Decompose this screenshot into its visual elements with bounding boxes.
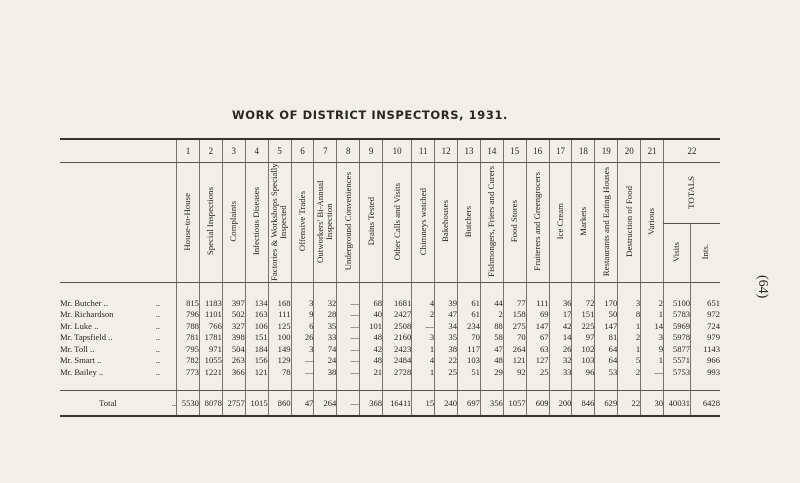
column-header: Fruiterers and Greengrocers <box>526 163 549 283</box>
column-header: Fishmongers, Friers and Curers <box>480 163 503 283</box>
table-cell: — <box>291 366 314 378</box>
table-cell: 502 <box>222 309 245 321</box>
table-cell: 156 <box>245 355 268 367</box>
table-cell: 2508 <box>383 320 412 332</box>
row-leader: .. <box>156 390 177 416</box>
table-cell: 2728 <box>383 366 412 378</box>
row-leader: .. <box>155 366 161 377</box>
total-cell: 22 <box>618 390 641 416</box>
table-cell: 50 <box>595 309 618 321</box>
total-cell: 368 <box>360 390 383 416</box>
table-cell: 77 <box>503 297 526 309</box>
table-cell: 88 <box>480 320 503 332</box>
table-cell: 966 <box>691 355 720 367</box>
column-number: 16 <box>526 140 549 163</box>
column-header: Destruction of Food <box>618 163 641 283</box>
column-number: 17 <box>549 140 572 163</box>
table-cell: 2484 <box>383 355 412 367</box>
table-cell: 72 <box>572 297 595 309</box>
totals-subheader: Visits <box>664 224 691 283</box>
table-cell: 38 <box>435 343 458 355</box>
table-row <box>60 355 720 367</box>
table-cell: — <box>291 355 314 367</box>
table-cell: 397 <box>222 297 245 309</box>
table-cell: 9 <box>641 343 664 355</box>
table-cell: 1183 <box>199 297 222 309</box>
table-cell: 1 <box>641 309 664 321</box>
column-number: 14 <box>480 140 503 163</box>
table-cell: 102 <box>572 343 595 355</box>
table-cell: 100 <box>268 332 291 344</box>
table-cell: 3 <box>618 297 641 309</box>
table-cell: 1 <box>412 366 435 378</box>
table-cell: 96 <box>572 366 595 378</box>
row-leader: .. <box>155 355 161 366</box>
total-cell: 860 <box>268 390 291 416</box>
total-cell: 16411 <box>383 390 412 416</box>
column-number: 12 <box>435 140 458 163</box>
table-cell: 1221 <box>199 366 222 378</box>
table-cell: 147 <box>526 320 549 332</box>
totals-header: TOTALS <box>664 163 720 224</box>
table-cell: 64 <box>595 355 618 367</box>
table-cell: 788 <box>177 320 200 332</box>
column-header: Chimneys watched <box>412 163 435 283</box>
table-cell: 1 <box>618 343 641 355</box>
table-cell: 78 <box>268 366 291 378</box>
inspector-name: Mr. Tapsfield .. <box>60 332 113 343</box>
stub-header <box>60 140 177 163</box>
column-number: 18 <box>572 140 595 163</box>
column-number: 3 <box>222 140 245 163</box>
table-cell: 111 <box>526 297 549 309</box>
table-cell: 3 <box>291 343 314 355</box>
table-cell: 92 <box>503 366 526 378</box>
table-cell: 781 <box>177 332 200 344</box>
table-cell: 147 <box>595 320 618 332</box>
column-number: 20 <box>618 140 641 163</box>
table-cell: 47 <box>435 309 458 321</box>
table-cell: 127 <box>526 355 549 367</box>
table-cell: 815 <box>177 297 200 309</box>
table-cell: 121 <box>503 355 526 367</box>
inspector-name: Mr. Bailey .. <box>60 366 104 377</box>
table-cell: 134 <box>245 297 268 309</box>
table-cell: 2423 <box>383 343 412 355</box>
table-cell: 782 <box>177 355 200 367</box>
table-cell: 327 <box>222 320 245 332</box>
table-cell: 29 <box>480 366 503 378</box>
table-row <box>60 343 720 355</box>
column-number: 10 <box>383 140 412 163</box>
table-cell: — <box>337 309 360 321</box>
table-cell: 398 <box>222 332 245 344</box>
table-cell: 504 <box>222 343 245 355</box>
table-cell: 26 <box>291 332 314 344</box>
table-cell: 42 <box>360 343 383 355</box>
table-cell: 2 <box>618 332 641 344</box>
table-cell: 33 <box>314 332 337 344</box>
inspector-name: Mr. Toll .. <box>60 343 95 354</box>
column-header: Drains Tested <box>360 163 383 283</box>
column-number: 22 <box>664 140 720 163</box>
column-header: Ice Cream <box>549 163 572 283</box>
table-cell: 225 <box>572 320 595 332</box>
table-cell: 26 <box>549 343 572 355</box>
table-cell: — <box>337 355 360 367</box>
total-cell: 6428 <box>691 390 720 416</box>
column-header: Factories & Workshops Specially Inspected <box>268 163 291 283</box>
table-row <box>60 320 720 332</box>
table-cell: 1 <box>412 343 435 355</box>
total-cell: 629 <box>595 390 618 416</box>
total-cell: 356 <box>480 390 503 416</box>
table-cell: 97 <box>572 332 595 344</box>
table-cell: 21 <box>360 366 383 378</box>
table-cell: 103 <box>458 355 481 367</box>
table-cell: 14 <box>549 332 572 344</box>
table-cell: 24 <box>314 355 337 367</box>
table-cell: 25 <box>526 366 549 378</box>
total-cell: 8078 <box>199 390 222 416</box>
table-cell: 48 <box>360 332 383 344</box>
table-cell: 263 <box>222 355 245 367</box>
table-cell: 22 <box>435 355 458 367</box>
row-leader: .. <box>155 332 161 343</box>
table-row <box>60 366 720 378</box>
table-cell: 5969 <box>664 320 691 332</box>
column-header: Underground Conveniences <box>337 163 360 283</box>
table-cell: 125 <box>268 320 291 332</box>
table-cell: 17 <box>549 309 572 321</box>
table-cell: 5978 <box>664 332 691 344</box>
table-row <box>60 309 720 321</box>
table-cell: 1 <box>618 320 641 332</box>
table-cell: 170 <box>595 297 618 309</box>
table-cell: 2 <box>618 366 641 378</box>
table-cell: 971 <box>199 343 222 355</box>
column-number: 19 <box>595 140 618 163</box>
table-cell: 39 <box>435 297 458 309</box>
table-cell: 6 <box>291 320 314 332</box>
table-cell: 28 <box>314 309 337 321</box>
table-cell: 61 <box>458 309 481 321</box>
total-cell: 1057 <box>503 390 526 416</box>
total-row <box>60 390 720 416</box>
table-cell: 68 <box>360 297 383 309</box>
total-cell: 30 <box>641 390 664 416</box>
table-cell: 796 <box>177 309 200 321</box>
total-cell: 5530 <box>177 390 200 416</box>
table-cell: 1681 <box>383 297 412 309</box>
column-number: 9 <box>360 140 383 163</box>
table-cell: 724 <box>691 320 720 332</box>
column-number: 4 <box>245 140 268 163</box>
column-header: Butchers <box>458 163 481 283</box>
table-cell: 149 <box>268 343 291 355</box>
page-number: (64) <box>755 275 770 299</box>
inspector-name: Mr. Butcher .. <box>60 297 108 308</box>
table-cell: 35 <box>435 332 458 344</box>
table-cell: — <box>337 343 360 355</box>
column-number: 5 <box>268 140 291 163</box>
column-header: Restaurants and Eating Houses <box>595 163 618 283</box>
table-cell: 5753 <box>664 366 691 378</box>
column-number: 11 <box>412 140 435 163</box>
inspector-name: Mr. Richardson <box>60 309 114 320</box>
table-cell: 63 <box>526 343 549 355</box>
table-cell: 48 <box>480 355 503 367</box>
total-label: Total <box>60 390 156 416</box>
table-cell: 651 <box>691 297 720 309</box>
table-cell: 366 <box>222 366 245 378</box>
table-cell: 5877 <box>664 343 691 355</box>
column-number: 1 <box>177 140 200 163</box>
table-cell: 1 <box>641 355 664 367</box>
table-cell: 5100 <box>664 297 691 309</box>
table-cell: 61 <box>458 297 481 309</box>
table-cell: 25 <box>435 366 458 378</box>
table-cell: 2 <box>641 297 664 309</box>
table-cell: 275 <box>503 320 526 332</box>
column-number: 7 <box>314 140 337 163</box>
table-cell: 81 <box>595 332 618 344</box>
total-cell: 609 <box>526 390 549 416</box>
table-cell: 2 <box>412 309 435 321</box>
table-cell: 103 <box>572 355 595 367</box>
table-cell: 36 <box>549 297 572 309</box>
table-cell: 2427 <box>383 309 412 321</box>
total-cell: 240 <box>435 390 458 416</box>
table-cell: 168 <box>268 297 291 309</box>
table-cell: 151 <box>572 309 595 321</box>
column-header: Offensive Trades <box>291 163 314 283</box>
table-cell: 9 <box>291 309 314 321</box>
table-cell: 35 <box>314 320 337 332</box>
table-cell: 44 <box>480 297 503 309</box>
table-cell: 264 <box>503 343 526 355</box>
total-cell: 1015 <box>245 390 268 416</box>
totals-subheader: Ints. <box>691 224 720 283</box>
total-cell: 2757 <box>222 390 245 416</box>
table-cell: 64 <box>595 343 618 355</box>
table-cell: 106 <box>245 320 268 332</box>
table-cell: 117 <box>458 343 481 355</box>
table-cell: 184 <box>245 343 268 355</box>
inspectors-table <box>60 138 720 417</box>
table-cell: 5571 <box>664 355 691 367</box>
table-cell: 972 <box>691 309 720 321</box>
table-cell: 773 <box>177 366 200 378</box>
table-cell: 4 <box>412 355 435 367</box>
table-cell: 42 <box>549 320 572 332</box>
table-cell: 48 <box>360 355 383 367</box>
total-cell: 200 <box>549 390 572 416</box>
total-cell: 846 <box>572 390 595 416</box>
table-cell: 1055 <box>199 355 222 367</box>
total-cell: 15 <box>412 390 435 416</box>
table-cell: 3 <box>412 332 435 344</box>
row-leader: .. <box>155 297 161 308</box>
table-cell: — <box>337 332 360 344</box>
row-leader: .. <box>155 343 161 354</box>
column-number: 2 <box>199 140 222 163</box>
total-cell: 40031 <box>664 390 691 416</box>
total-cell: — <box>337 390 360 416</box>
table-cell: — <box>641 366 664 378</box>
table-cell: 74 <box>314 343 337 355</box>
column-number: 21 <box>641 140 664 163</box>
column-header: Bakehouses <box>435 163 458 283</box>
table-cell: 70 <box>458 332 481 344</box>
column-header: Infectious Diseases <box>245 163 268 283</box>
table-cell: 67 <box>526 332 549 344</box>
table-cell: 14 <box>641 320 664 332</box>
table-cell: 1101 <box>199 309 222 321</box>
table-cell: 766 <box>199 320 222 332</box>
table-cell: 3 <box>291 297 314 309</box>
table-cell: 121 <box>245 366 268 378</box>
table-cell: 993 <box>691 366 720 378</box>
table-cell: 158 <box>503 309 526 321</box>
table-cell: 979 <box>691 332 720 344</box>
table-cell: 33 <box>549 366 572 378</box>
table-cell: 69 <box>526 309 549 321</box>
inspector-name: Mr. Luke .. <box>60 320 99 331</box>
table-cell: 234 <box>458 320 481 332</box>
table-cell: 8 <box>618 309 641 321</box>
page-title: WORK OF DISTRICT INSPECTORS, 1931. <box>231 108 509 122</box>
table-cell: 2 <box>480 309 503 321</box>
table-row <box>60 332 720 344</box>
table-cell: 32 <box>314 297 337 309</box>
column-header: Various <box>641 163 664 283</box>
table-cell: 4 <box>412 297 435 309</box>
column-number: 13 <box>458 140 481 163</box>
table-cell: 2160 <box>383 332 412 344</box>
row-leader: .. <box>155 320 161 331</box>
table-cell: 34 <box>435 320 458 332</box>
table-cell: 163 <box>245 309 268 321</box>
table-cell: 40 <box>360 309 383 321</box>
table-cell: 1781 <box>199 332 222 344</box>
table-cell: 58 <box>480 332 503 344</box>
row-leader: .. <box>155 309 161 320</box>
table-cell: 111 <box>268 309 291 321</box>
table-cell: 1143 <box>691 343 720 355</box>
column-header: Special Inspections <box>199 163 222 283</box>
table-cell: 32 <box>549 355 572 367</box>
table-cell: 51 <box>458 366 481 378</box>
table-cell: — <box>337 366 360 378</box>
table-cell: — <box>337 297 360 309</box>
table-cell: 3 <box>641 332 664 344</box>
column-number: 15 <box>503 140 526 163</box>
column-header: Complaints <box>222 163 245 283</box>
column-header: Food Stores <box>503 163 526 283</box>
table-cell: — <box>337 320 360 332</box>
table-row <box>60 297 720 309</box>
column-header: Other Calls and Visits <box>383 163 412 283</box>
total-cell: 47 <box>291 390 314 416</box>
table-cell: 151 <box>245 332 268 344</box>
table-cell: 101 <box>360 320 383 332</box>
table-cell: 47 <box>480 343 503 355</box>
table-cell: 5783 <box>664 309 691 321</box>
table-cell: 53 <box>595 366 618 378</box>
column-header: Outworkers' Bi-Annual Inspection <box>314 163 337 283</box>
table-cell: — <box>412 320 435 332</box>
total-cell: 264 <box>314 390 337 416</box>
total-cell: 697 <box>458 390 481 416</box>
table-cell: 38 <box>314 366 337 378</box>
table-cell: 5 <box>618 355 641 367</box>
table-cell: 129 <box>268 355 291 367</box>
inspector-name: Mr. Smart .. <box>60 355 102 366</box>
column-number: 6 <box>291 140 314 163</box>
table-cell: 795 <box>177 343 200 355</box>
column-header: Markets <box>572 163 595 283</box>
column-number: 8 <box>337 140 360 163</box>
column-header: House-to-House <box>177 163 200 283</box>
table-cell: 70 <box>503 332 526 344</box>
